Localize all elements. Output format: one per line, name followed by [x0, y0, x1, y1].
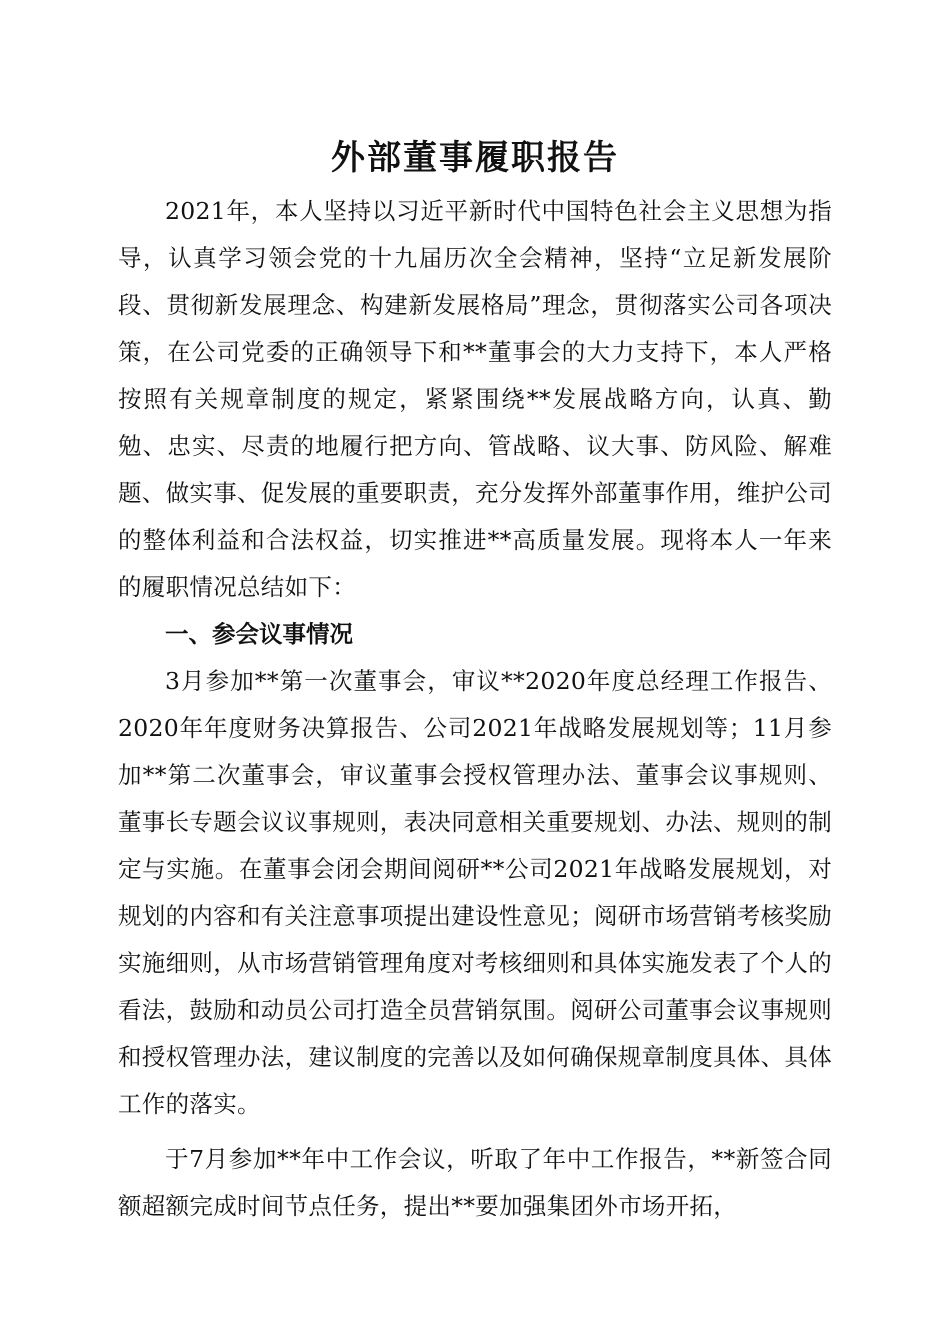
section1-paragraph-1: 3月参加**第一次董事会，审议**2020年度总经理工作报告、2020年年度财务决算报告、公司2021年战略发展规划等；11月参加**第二次董事会，审议董事会授权管理办法、董事会议事规则、董事长专题会议议事规则，表决同意相关重要规划、办法、规则的制定与实施。在董事会闭会期间阅研**公司2021年战略发展规划，对规划的内容和有关注意事项提出建设性意见；阅研市场营销考核奖励实施细则，从市场营销管理角度对考核细则和具体实施发表了个人的看法，鼓励和动员公司打造全员营销氛围。阅研公司董事会议事规则和授权管理办法，建议制度的完善以及如何确保规章制度具体、具体工作的落实。 [118, 667, 832, 1118]
document-title: 外部董事履职报告 [331, 138, 619, 178]
section1-paragraph-2: 于7月参加**年中工作会议，听取了年中工作报告，**新签合同额超额完成时间节点任务，提出**要加强集团外市场开拓， [118, 1145, 832, 1220]
section-heading-1: 一、参会议事情况 [165, 620, 353, 648]
intro-paragraph: 2021年，本人坚持以习近平新时代中国特色社会主义思想为指导，认真学习领会党的十九届历次全会精神，坚持“立足新发展阶段、贯彻新发展理念、构建新发展格局”理念，贯彻落实公司各项决策，在公司党委的正确领导下和**董事会的大力支持下，本人严格按照有关规章制度的规定，紧紧围绕**发展战略方向，认真、勤勉、忠实、尽责的地履行把方向、管战略、议大事、防风险、解难题、做实事、促发展的重要职责，充分发挥外部董事作用，维护公司的整体利益和合法权益，切实推进**高质量发展。现将本人一年来的履职情况总结如下： [118, 197, 832, 601]
